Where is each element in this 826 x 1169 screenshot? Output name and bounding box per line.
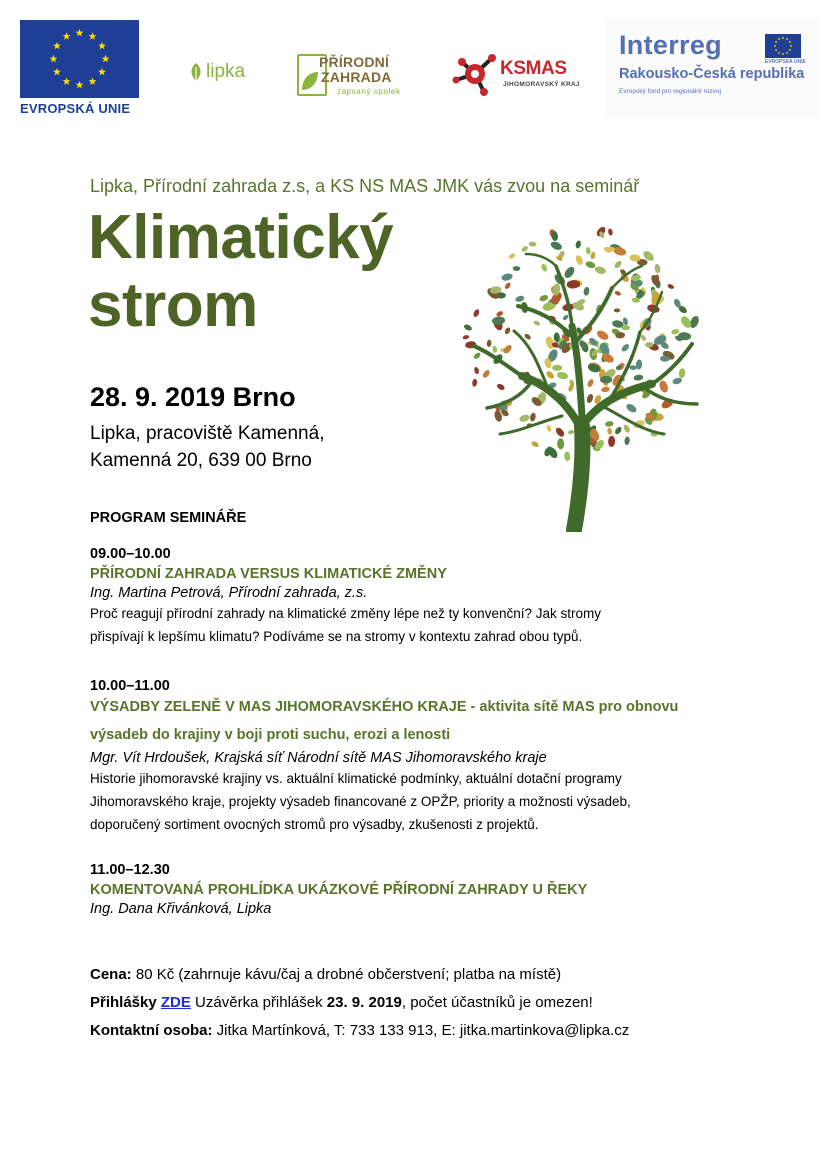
leaf-icon xyxy=(472,379,478,387)
eu-star-icon xyxy=(98,42,106,50)
eu-star-icon xyxy=(53,42,61,50)
registration-link[interactable]: ZDE xyxy=(160,994,191,1011)
session-time: 09.00–10.00 xyxy=(90,546,171,562)
leaf-icon xyxy=(614,308,620,312)
eu-star-icon xyxy=(782,53,785,56)
session-1 xyxy=(90,546,790,648)
description-line: Historie jihomoravské krajiny vs. aktuální klimatické podmínky, aktuální dotační programy xyxy=(90,771,622,786)
leaf-icon xyxy=(552,365,562,371)
eu-star-icon xyxy=(50,55,58,63)
leaf-icon xyxy=(654,264,661,274)
session-speaker: Mgr. Vít Hrdoušek, Krajská síť Národní sítě MAS Jihomoravského kraje xyxy=(90,750,547,766)
eu-star-icon xyxy=(63,77,71,85)
leaf-icon xyxy=(658,379,669,393)
leaf-icon xyxy=(624,436,630,445)
leaf-icon xyxy=(574,254,584,266)
price-text: 80 Kč (zahrnuje kávu/čaj a drobné občerstvení; platba na místě) xyxy=(131,966,562,983)
eu-star-icon xyxy=(102,55,110,63)
session-description xyxy=(90,602,790,648)
page-title xyxy=(88,204,393,340)
leaf-icon xyxy=(529,241,537,246)
leaf-icon xyxy=(481,369,491,379)
ksmas-subtitle: JIHOMORAVSKÝ KRAJ xyxy=(503,81,580,88)
leaf-icon xyxy=(583,286,590,296)
leaf-icon xyxy=(614,426,623,436)
eu-stars-icon xyxy=(20,20,139,98)
registration-label: Přihlášky xyxy=(90,994,157,1011)
leaf-icon xyxy=(518,413,530,422)
interreg-logo xyxy=(605,20,820,116)
leaf-icon xyxy=(585,260,596,269)
leaf-icon xyxy=(562,314,569,321)
leaf-icon xyxy=(557,438,564,449)
leaf-icon xyxy=(463,323,473,332)
leaf-icon xyxy=(486,339,491,347)
registration-text-1: Uzávěrka přihlášek xyxy=(190,994,327,1011)
leaf-icon xyxy=(496,383,506,392)
leaf-icon xyxy=(586,378,594,388)
eu-star-icon xyxy=(76,29,84,37)
eu-star-icon xyxy=(778,38,781,41)
leaf-icon xyxy=(575,240,582,249)
eu-star-icon xyxy=(782,37,785,40)
leaf-icon xyxy=(504,327,512,336)
leaf-icon xyxy=(590,251,596,259)
interreg-eu-label: EVROPSKÁ UNIE xyxy=(765,59,806,65)
ksmas-network-icon xyxy=(450,50,500,98)
program-heading: PROGRAM SEMINÁŘE xyxy=(90,510,247,526)
leaf-icon xyxy=(549,240,563,251)
ksmas-logo xyxy=(450,50,580,98)
session-2 xyxy=(90,678,790,836)
interreg-region: Rakousko-Česká republika xyxy=(619,66,805,82)
pz-line2: ZAHRADA xyxy=(321,69,392,85)
eu-star-icon xyxy=(774,45,777,48)
ksmas-wordmark: KSMAS xyxy=(500,58,567,79)
leaf-icon xyxy=(556,371,569,380)
tree-illustration xyxy=(452,226,714,532)
leaf-icon xyxy=(546,424,553,432)
interreg-eu-flag xyxy=(765,34,801,58)
prirodni-zahrada-logo xyxy=(297,54,427,100)
leaf-icon xyxy=(515,295,525,303)
leaf-icon xyxy=(524,333,532,341)
session-time: 11.00–12.30 xyxy=(90,862,170,878)
pz-line3: zapsaný spolek xyxy=(337,87,401,96)
session-time: 10.00–11.00 xyxy=(90,678,170,694)
registration-deadline: 23. 9. 2019 xyxy=(326,994,402,1011)
venue-line-1: Lipka, pracoviště Kamenná, xyxy=(90,423,325,444)
event-date: 28. 9. 2019 Brno xyxy=(90,382,296,412)
leaf-icon xyxy=(521,245,529,253)
leaf-icon xyxy=(605,421,614,428)
eu-star-icon xyxy=(89,32,97,40)
leaf-icon xyxy=(601,386,610,392)
leaf-icon xyxy=(608,228,614,236)
registration-text-2: , počet účastníků je omezen! xyxy=(401,994,593,1011)
leaf-icon xyxy=(540,263,548,272)
leaf-icon xyxy=(625,402,638,414)
price-label: Cena: xyxy=(90,966,132,983)
interreg-wordmark: Interreg xyxy=(619,30,722,60)
lipka-wordmark: lipka xyxy=(206,61,246,82)
leaf-icon xyxy=(533,320,541,327)
invitation-line: Lipka, Přírodní zahrada z.s, a KS NS MAS JMK vás zvou na seminář xyxy=(90,176,640,196)
session-speaker: Ing. Martina Petrová, Přírodní zahrada, z.s. xyxy=(90,585,368,601)
eu-label: EVROPSKÁ UNIE xyxy=(20,101,131,116)
eu-star-icon xyxy=(786,51,789,54)
leaf-icon xyxy=(568,430,575,435)
registration-line xyxy=(90,994,593,1011)
leaf-icon xyxy=(613,260,623,270)
leaf-icon xyxy=(585,247,591,255)
eu-star-icon xyxy=(63,32,71,40)
leaf-icon xyxy=(462,335,469,340)
contact-label: Kontaktní osoba: xyxy=(90,1022,213,1039)
pz-line1: PŘÍRODNÍ xyxy=(319,54,390,70)
interreg-eu-stars-icon xyxy=(765,34,801,58)
description-line: Proč reagují přírodní zahrady na klimatické změny lépe než ty konvenční? Jak stromy xyxy=(90,606,601,621)
eu-star-icon xyxy=(53,68,61,76)
session-3 xyxy=(90,862,790,917)
eu-star-icon xyxy=(89,77,97,85)
eu-star-icon xyxy=(786,38,789,41)
leaf-icon xyxy=(563,265,577,280)
leaf-icon xyxy=(508,252,516,259)
leaf-icon xyxy=(545,370,555,380)
eu-star-icon xyxy=(76,81,84,89)
session-description xyxy=(90,767,790,836)
leaf-icon xyxy=(595,329,610,342)
title-line-2: strom xyxy=(88,271,258,340)
eu-flag-logo xyxy=(20,20,139,98)
leaf-icon xyxy=(633,374,643,381)
leaf-icon xyxy=(474,366,480,374)
session-title: PŘÍRODNÍ ZAHRADA VERSUS KLIMATICKÉ ZMĚNY xyxy=(90,566,447,582)
leaf-icon xyxy=(472,308,480,318)
leaf-icon xyxy=(594,265,607,275)
leaf-icon xyxy=(608,436,615,447)
eu-star-icon xyxy=(790,45,793,48)
eu-star-icon xyxy=(98,68,106,76)
leaf-icon xyxy=(539,294,549,303)
leaf-icon xyxy=(504,282,512,290)
pz-leaf-icon xyxy=(300,70,320,92)
leaf-icon xyxy=(614,290,622,296)
leaf-icon xyxy=(607,427,613,435)
description-line: Jihomoravského kraje, projekty výsadeb financované z OPŽP, priority a možnosti výsadeb, xyxy=(90,794,631,809)
contact-text: Jitka Martínková, T: 733 133 913, E: jitka.martinkova@lipka.cz xyxy=(212,1022,630,1039)
leaf-icon xyxy=(622,424,631,434)
leaf-icon xyxy=(667,283,675,290)
description-line: přispívají k lepšímu klimatu? Podíváme se na stromy v kontextu zahrad obou typů. xyxy=(90,629,583,644)
price-line xyxy=(90,966,561,983)
leaf-icon xyxy=(554,426,566,438)
eu-star-icon xyxy=(778,51,781,54)
leaf-icon xyxy=(492,345,498,353)
leaf-icon xyxy=(564,451,571,461)
title-line-1: Klimatický xyxy=(88,203,394,272)
leaf-icon xyxy=(600,376,612,384)
session-title: KOMENTOVANÁ PROHLÍDKA UKÁZKOVÉ PŘÍRODNÍ ZAHRADY U ŘEKY xyxy=(90,882,588,898)
leaf-icon xyxy=(678,368,685,379)
leaf-icon xyxy=(492,316,506,325)
leaf-icon xyxy=(586,393,595,404)
description-line: doporučený sortiment ovocných stromů pro výsadby, zkušenosti z projektů. xyxy=(90,817,539,832)
eu-star-icon xyxy=(789,41,792,44)
eu-star-icon xyxy=(789,49,792,52)
leaf-icon xyxy=(529,412,536,422)
session-title-line-1: VÝSADBY ZELENĚ V MAS JIHOMORAVSKÉHO KRAJE - aktivita sítě MAS pro obnovu xyxy=(90,699,679,715)
eu-star-icon xyxy=(775,49,778,52)
interreg-fund: Evropský fond pro regionální rozvoj xyxy=(619,88,721,95)
eu-star-icon xyxy=(775,41,778,44)
venue-line-2: Kamenná 20, 639 00 Brno xyxy=(90,450,312,471)
leaf-icon xyxy=(531,440,540,448)
leaf-icon xyxy=(473,351,482,360)
leaf-icon xyxy=(620,343,630,353)
leaf-icon xyxy=(513,266,521,271)
contact-line xyxy=(90,1022,629,1039)
lipka-leaf-icon xyxy=(188,61,204,83)
leaf-icon xyxy=(587,362,602,374)
session-speaker: Ing. Dana Křivánková, Lipka xyxy=(90,901,272,917)
lipka-logo xyxy=(188,58,245,86)
leaf-icon xyxy=(671,329,680,335)
leaf-icon xyxy=(495,310,504,318)
session-title-line-2: výsadeb do krajiny v boji proti suchu, erozi a lenosti xyxy=(90,727,451,743)
leaf-icon xyxy=(501,272,514,281)
leaf-icon xyxy=(629,365,637,370)
